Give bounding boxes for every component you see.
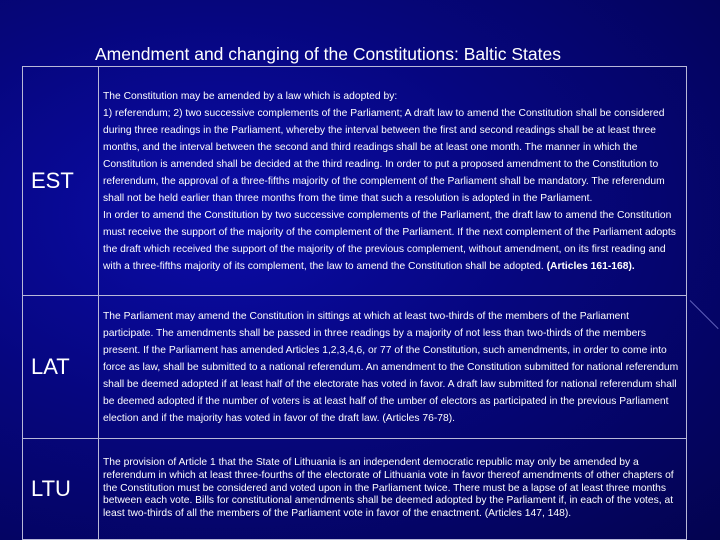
constitution-table [22, 66, 687, 540]
table-row-est [23, 67, 687, 296]
est-paragraph-1: The Constitution may be amended by a law which is adopted by: [103, 90, 398, 102]
description-lat: The Parliament may amend the Constitution in sittings at which at least two-thirds of the members of the Parliament participate. The amendments shall be passed in three readings by a majority of not less than two-thirds of the members present. If the Parliament has amended Articles 1,2,3,4,6, or 77 of the Constitution, such amendments, in order to come into force as law, shall be submitted to a national referendum. An amendment to the Constitution submitted for national referendum shall be deemed adopted if at least half of the electorate has voted in favor. A draft law submitted for national referendum shall be deemed adopted if the number of voters is at least half of the umber of electors as participated in the previous Parliament election and if the majority has voted in favor of the draft law. (Articles 76-78). [99, 296, 687, 439]
decorative-line [690, 300, 719, 329]
table-row-ltu [23, 439, 687, 540]
est-paragraph-2: 1) referendum; 2) two successive complements of the Parliament; A draft law to amend the Constitution shall be considered during three readings in the Parliament, whereby the interval between the first and second readings shall be at least three months, and the interval between the second and third readings shall be at least one month. The manner in which the Constitution is amended shall be decided at the third reading. In order to put a proposed amendment to the Constitution to referendum, the approval of a three-fifths majority of the complement of the Parliament shall be mandatory. The referendum shall not be held earlier than three months from the time that such a resolution is adopted in the Parliament. [103, 107, 665, 204]
slide-title: Amendment and changing of the Constitutions: Baltic States [95, 44, 561, 64]
est-articles-reference: (Articles 161-168). [546, 260, 635, 272]
description-ltu: The provision of Article 1 that the State of Lithuania is an independent democratic republic may only be amended by a referendum in which at least three-fourths of the electorate of Lithuania vote in favor thereof amendments of other chapters of the Constitution must be considered and voted upon in the Parliament twice. There must be a lapse of at least three months between each vote. Bills for constitutional amendments shall be deemed adopted by the Parliament if, in each of the votes, at least two-thirds of all the members of the Parliament vote in favor of the enactment. (Articles 147, 148). [99, 439, 687, 540]
country-code-est: EST [23, 67, 99, 296]
description-est [99, 67, 687, 296]
country-code-ltu: LTU [23, 439, 99, 540]
table-row-lat [23, 296, 687, 439]
est-paragraph-3-text: In order to amend the Constitution by two successive complements of the Parliament, the draft law to amend the Constitution must receive the support of the majority of the complement of the Parliament. If the next complement of the Parliament adopts the draft which received the support of the majority of the previous complement, without amendment, on its first reading and with a three-fifths majority of its complement, the law to amend the Constitution shall be adopted. [103, 209, 676, 272]
est-paragraph-3 [103, 207, 682, 275]
country-code-lat: LAT [23, 296, 99, 439]
